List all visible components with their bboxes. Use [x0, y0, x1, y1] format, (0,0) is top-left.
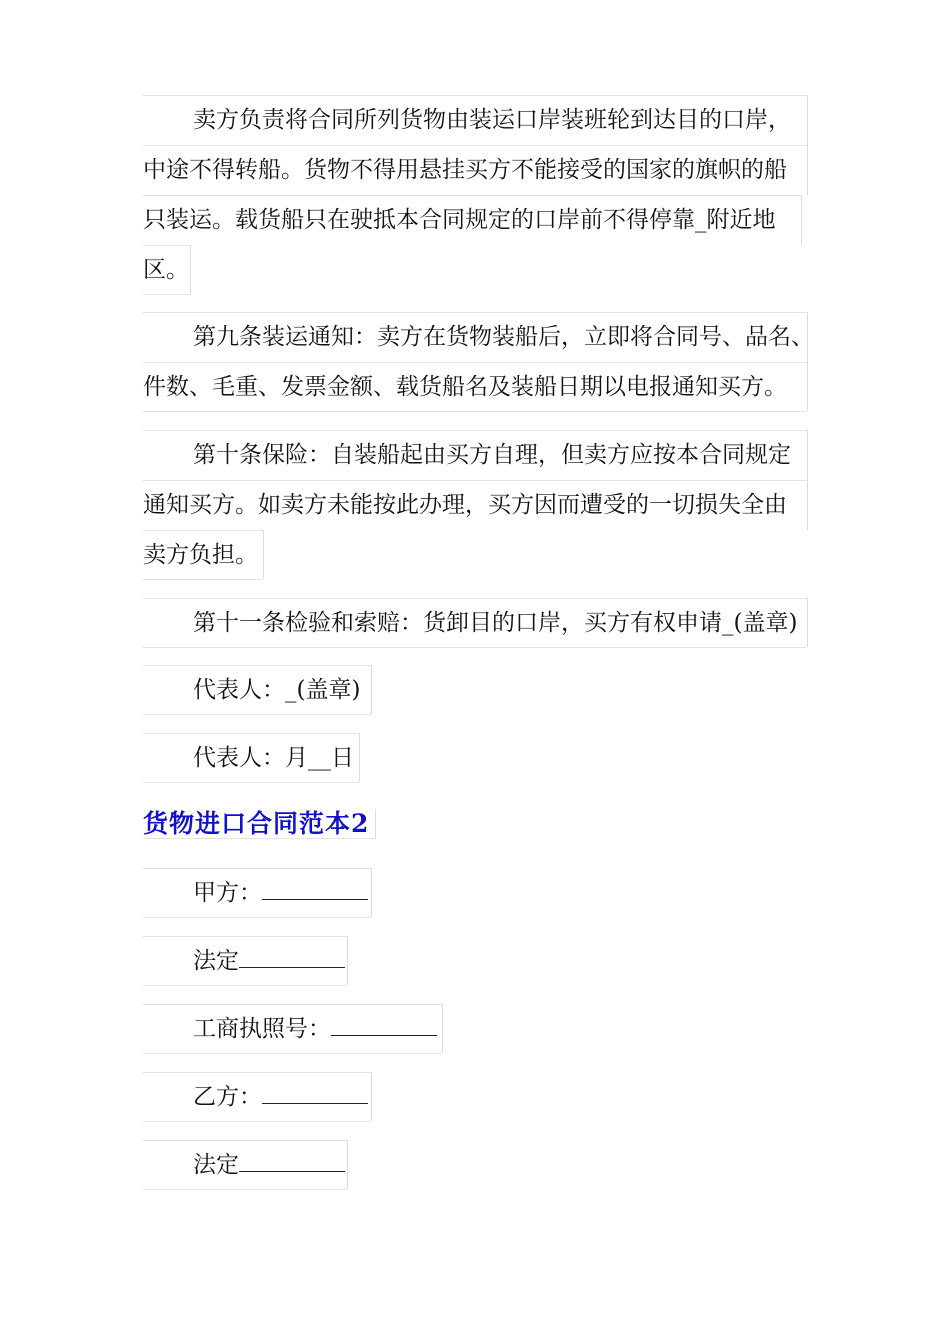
blank-underline	[331, 1015, 437, 1036]
text-line: 第十条保险：自装船起由买方自理，但卖方应按本合同规定	[143, 430, 807, 480]
text-line: 件数、毛重、发票金额、载货船名及装船日期以电报通知买方。	[143, 362, 807, 412]
blank-underline	[239, 1151, 345, 1172]
text-line: 卖方负担。	[143, 530, 263, 580]
field-line	[143, 1140, 347, 1190]
text-line: 中途不得转船。货物不得用悬挂买方不能接受的国家的旗帜的船	[143, 145, 807, 195]
field-legal-rep-2	[143, 1140, 347, 1190]
text-line: 卖方负责将合同所列货物由装运口岸装班轮到达目的口岸，	[143, 95, 807, 145]
field-label: 工商执照号：	[193, 1016, 331, 1042]
text-line: 只装运。载货船只在驶抵本合同规定的口岸前不得停靠_附近地	[143, 195, 801, 245]
section-heading	[143, 800, 376, 848]
paragraph-representative-date	[143, 733, 359, 783]
paragraph-representative-seal	[143, 665, 371, 715]
field-label: 甲方：	[193, 880, 262, 906]
field-legal-rep-1	[143, 936, 347, 986]
text-line: 代表人：_(盖章)	[143, 665, 371, 715]
field-license-number	[143, 1004, 442, 1054]
blank-underline	[262, 879, 368, 900]
paragraph-shipping-terms	[143, 95, 807, 295]
field-line	[143, 1004, 442, 1054]
text-line: 第九条装运通知：卖方在货物装船后，立即将合同号、品名、	[143, 312, 807, 362]
text-line: 第十一条检验和索赔：货卸目的口岸，买方有权申请_(盖章)	[143, 598, 807, 648]
field-party-a	[143, 868, 371, 918]
text-line: 通知买方。如卖方未能按此办理，买方因而遭受的一切损失全由	[143, 480, 807, 530]
text-line: 区。	[143, 245, 190, 295]
field-line	[143, 868, 371, 918]
field-line	[143, 936, 347, 986]
field-label: 法定	[193, 948, 239, 974]
blank-underline	[262, 1083, 368, 1104]
field-label: 法定	[193, 1152, 239, 1178]
paragraph-shipping-notice	[143, 312, 814, 412]
text-line: 代表人：月__日	[143, 733, 359, 783]
paragraph-insurance	[143, 430, 807, 580]
heading-text: 货物进口合同范本2	[143, 809, 376, 839]
blank-underline	[239, 947, 345, 968]
field-party-b	[143, 1072, 371, 1122]
field-label: 乙方：	[193, 1084, 262, 1110]
paragraph-inspection-claims	[143, 598, 807, 648]
field-line	[143, 1072, 371, 1122]
